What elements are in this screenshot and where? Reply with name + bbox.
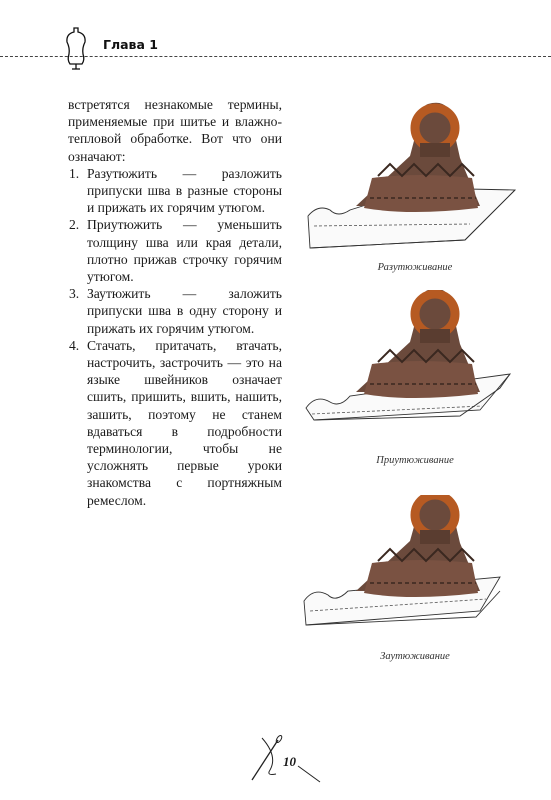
list-item: 2. Приутюжить — уменьшить толщину шва или края детали, плотно прижав строчку горячим утюгом. xyxy=(69,217,282,285)
iron-illustration xyxy=(300,290,530,450)
figure-razutyuzhivanie xyxy=(300,98,530,258)
iron-illustration xyxy=(300,495,530,645)
mannequin-icon xyxy=(64,26,88,70)
header-divider xyxy=(0,56,551,57)
list-item: 4. Стачать, притачать, втачать, настрочить, застрочить — это на языке швейников означает сшить, пришить, вшить, нашить, зашить, поэтому не станем вдаваться в подробности терминологии, чтобы не усложнять первые уроки знакомства с портняжным ремеслом. xyxy=(69,337,282,508)
chapter-title: Глава 1 xyxy=(103,37,158,52)
figure-zautyuzhivanie xyxy=(300,495,530,645)
terms-list xyxy=(68,165,282,509)
figure-priutyuzhivanie xyxy=(300,290,530,450)
caption: Приутюживание xyxy=(376,455,454,466)
list-item: 1. Разутюжить — разложить припуски шва в разные стороны и прижать их горячим утюгом. xyxy=(69,165,282,216)
body-text xyxy=(68,96,282,509)
caption: Разутюживание xyxy=(377,262,453,273)
iron-illustration xyxy=(300,98,530,258)
intro-paragraph: встретятся незнакомые термины, применяемые при шитье и влажно-тепловой обработке. Вот что они означают: xyxy=(68,97,282,164)
caption: Заутюживание xyxy=(380,651,450,662)
list-item: 3. Заутюжить — заложить припуски шва в одну сторону и прижать их горячим утюгом. xyxy=(69,286,282,336)
chapter-header xyxy=(0,22,551,72)
page-number: 10 xyxy=(283,754,296,769)
